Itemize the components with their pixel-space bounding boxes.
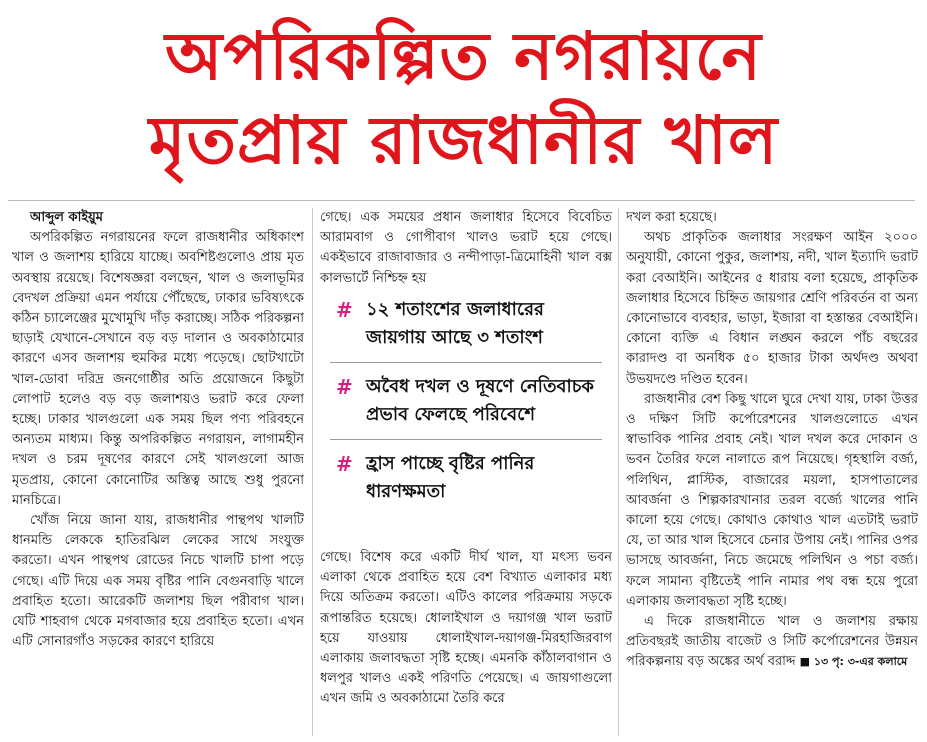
article-column-2-bottom [320, 548, 612, 736]
hash-icon: # [336, 298, 353, 322]
pull-quote-text: ১২ শতাংশের জলাধারের জায়গায় আছে ৩ শতাংশ [366, 299, 544, 348]
paragraph: গেছে। এক সময়ের প্রধান জলাধার হিসেবে বিবেচিত আরামবাগ ও গোপীবাগ খালও ভরাট হয়ে গেছে। একইভাবে রাজাবাজার ও নন্দীপাড়া-ত্রিমোহিনী খাল বক্স কালভার্টে নিশ্চিহ্ন হয় [320, 210, 612, 286]
paragraph-text: এ দিকে রাজধানীতে খাল ও জলাশয় রক্ষায় প্রতিবছরই জাতীয় বাজেট ও সিটি কর্পোরেশনের উন্নয়ন পরিকল্পনায় বড় অঙ্কের অর্থ বরাদ্দ [626, 614, 918, 670]
headline-line-1: অপরিকল্পিত নগরায়নে [165, 18, 762, 95]
paragraph [626, 612, 918, 673]
article-column-2-top [320, 208, 612, 289]
pull-quote-box [330, 286, 602, 558]
article-column-1 [12, 208, 304, 736]
paragraph: অথচ প্রাকৃতিক জলাধার সংরক্ষণ আইন ২০০০ অনুযায়ী, কোনো পুকুর, জলাশয়, নদী, খাল ইত্যাদি ভরাট করা বেআইনি। আইনের ৫ ধারায় বলা হয়েছে, প্রাকৃতিক জলাধার হিসেবে চিহ্নিত জায়গার শ্রেণি পরিবর্তন বা অন্য কোনোভাবে ব্যবহার, ভাড়া, ইজারা বা হস্তান্তর বেআইনি। কোনো ব্যক্তি এ বিধান লঙ্ঘন করলে পাঁচ বছরের কারাদণ্ড বা অনধিক ৫০ হাজার টাকা অর্থদণ্ড অথবা উভয়দণ্ডে দণ্ডিত হবেন। [626, 230, 918, 387]
paragraph: খোঁজ নিয়ে জানা যায়, রাজধানীর পান্থপথ খালটি ধানমন্ডি লেককে হাতিরঝিল লেকের সাথে সংযুক্ত করতো। এখন পান্থপথ রোডের নিচে খালটি চাপা পড়ে গেছে। এটি দিয়ে এক সময় বৃষ্টির পানি বেগুনবাড়ি খালে প্রবাহিত হতো। আরেকটি জলাশয় ছিল পরীবাগ খাল। যেটি শাহবাগ থেকে মগবাজার হয়ে প্রবাহিত হতো। এখন এটি সোনারগাঁও সড়কের কারণে হারিয়ে [12, 513, 304, 650]
paragraph: গেছে। বিশেষ করে একটি দীর্ঘ খাল, যা মৎস্য ভবন এলাকা থেকে প্রবাহিত হয়ে বেশ বিখ্যাত এলাকার মধ্য দিয়ে অতিক্রম করতো। এটিও কালের পরিক্রমায় সড়কে রূপান্তরিত হয়েছে। ধোলাইখাল ও দয়াগঞ্জ খাল ভরাট হয়ে যাওয়ায় ধোলাইখাল-দয়াগঞ্জ-মিরহাজিরবাগ এলাকায় জলাবদ্ধতা সৃষ্টি হচ্ছে। এমনকি কাঁঠালবাগান ও ধলপুর খালও একই পরিণতি পেয়েছে। এ জায়গাগুলো এখন জমি ও অবকাঠামো তৈরি করে [320, 550, 612, 707]
paragraph: দখল করা হয়েছে। [626, 210, 717, 225]
hash-icon: # [336, 452, 353, 476]
pull-quote [330, 440, 602, 516]
pull-quote-text: অবৈধ দখল ও দূষণে নেতিবাচক প্রভাব ফেলছে পরিবেশে [366, 376, 595, 425]
column-divider [618, 208, 619, 736]
byline: আব্দুল কাইয়ুম [30, 210, 104, 225]
article-column-3 [626, 208, 918, 736]
pull-quote [330, 363, 602, 440]
headline-line-2: মৃতপ্রায় রাজধানীর খাল [148, 102, 779, 179]
headline-divider [8, 200, 915, 201]
paragraph: অপরিকল্পিত নগরায়নের ফলে রাজধানীর অধিকাংশ খাল ও জলাশয় হারিয়ে যাচ্ছে। অবশিষ্টগুলোও প্রায় মৃত অবস্থায় রয়েছে। বিশেষজ্ঞরা বলছেন, খাল ও জলাভূমির বেদখল প্রক্রিয়া এমন পর্যায়ে পৌঁছেছে, ঢাকার ভবিষ্যৎকে কঠিন চ্যালেঞ্জের মুখোমুখি দাঁড় করাচ্ছে। সঠিক পরিকল্পনা ছাড়াই যেখানে-সেখানে বড় বড় দালান ও অবকাঠামোর কারণে এসব জলাশয় হুমকির মধ্যে পড়েছে। ছোটখাটো খাল-ডোবা দরিদ্র জনগোষ্ঠীর অতি প্রয়োজনে কিছুটা লোপাট হলেও বড় বড় জলাশয়ও ভরাট করে ফেলা হচ্ছে। ঢাকার খালগুলো এক সময় ছিল পণ্য পরিবহনে অন্যতম মাধ্যম। কিন্তু অপরিকল্পিত নগরায়ন, লাগামহীন দখল ও চরম দূষণের কারণে সেই খালগুলো আজ মৃতপ্রায়, কোনো কোনোটির অস্তিত্ব আছে শুধু পুরনো মানচিত্রে। [12, 230, 304, 508]
pull-quote [330, 286, 602, 363]
continuation-note: ■ ১৩ পৃ: ৩-এর কলামে [799, 655, 908, 669]
paragraph: রাজধানীর বেশ কিছু খালে ঘুরে দেখা যায়, ঢাকা উত্তর ও দক্ষিণ সিটি কর্পোরেশনের খালগুলোতে এখন স্বাভাবিক পানির প্রবাহ নেই। খাল দখল করে দোকান ও ভবন তৈরির ফলে নালাতে রূপ নিয়েছে। গৃহস্থালি বর্জ্য, পলিথিন, প্লাস্টিক, বাজারের ময়লা, হাসপাতালের আবর্জনা ও শিল্পকারখানার তরল বর্জ্যে খালের পানি কালো হয়ে গেছে। কোথাও কোথাও খাল এতটাই ভরাট যে, তা আর খাল হিসেবে চেনার উপায় নেই। পানির ওপর ভাসছে আবর্জনা, নিচে জমেছে পলিথিন ও পচা বর্জ্য। ফলে সামান্য বৃষ্টিতেই পানি নামার পথ বন্ধ হয়ে পুরো এলাকায় জলাবদ্ধতা সৃষ্টি হচ্ছে। [626, 391, 918, 609]
hash-icon: # [336, 375, 353, 399]
pull-quote-text: হ্রাস পাচ্ছে বৃষ্টির পানির ধারণক্ষমতা [366, 453, 535, 502]
column-divider [312, 208, 313, 736]
